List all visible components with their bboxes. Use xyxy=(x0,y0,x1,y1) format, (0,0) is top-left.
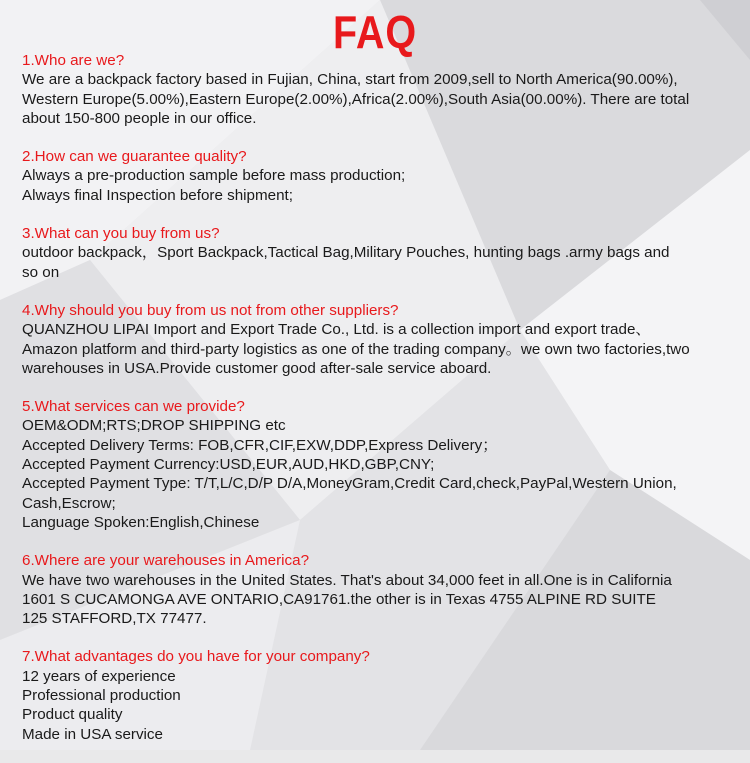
faq-answer-line: 1601 S CUCAMONGA AVE ONTARIO,CA91761.the other is in Texas 4755 ALPINE RD SUITE xyxy=(22,590,656,608)
faq-section-3 xyxy=(22,224,746,282)
faq-answer-line: Product quality xyxy=(22,706,123,724)
faq-answer-line: Western Europe(5.00%),Eastern Europe(2.00%),Africa(2.00%),South Asia(00.00%). There are total xyxy=(22,90,690,108)
faq-answer-line: outdoor backpack，Sport Backpack,Tactical Bag,Military Pouches, hunting bags .army bags and xyxy=(22,244,670,262)
faq-answer-line: Made in USA service xyxy=(22,725,163,743)
faq-question: 1.Who are we? xyxy=(22,52,125,69)
faq-answer-line: Always final Inspection before shipment; xyxy=(22,186,293,204)
faq-answer-line: OEM&ODM;RTS;DROP SHIPPING etc xyxy=(22,417,286,435)
faq-answer-line: We have two warehouses in the United States. That's about 34,000 feet in all.One is in California xyxy=(22,571,672,589)
faq-answer-line: so on xyxy=(22,263,60,281)
faq-section-4 xyxy=(22,301,746,378)
faq-answer-line: Accepted Delivery Terms: FOB,CFR,CIF,EXW,DDP,Express Delivery； xyxy=(22,436,498,454)
faq-section-7 xyxy=(22,647,746,743)
faq-answer-line: 12 years of experience xyxy=(22,667,176,685)
faq-answer-line: 125 STAFFORD,TX 77477. xyxy=(22,610,207,628)
faq-section-5 xyxy=(22,397,746,532)
faq-answer-line: Accepted Payment Type: T/T,L/C,D/P D/A,MoneyGram,Credit Card,check,PayPal,Western Union, xyxy=(22,475,677,493)
faq-answer-line: Cash,Escrow; xyxy=(22,494,116,512)
faq-list xyxy=(22,51,746,763)
faq-question: 3.What can you buy from us? xyxy=(22,225,220,243)
faq-answer-line: We are a backpack factory based in Fujian, China, start from 2009,sell to North America(90.00%), xyxy=(22,71,678,89)
faq-answer-line: warehouses in USA.Provide customer good after-sale service aboard. xyxy=(22,359,492,377)
faq-answer-line: Amazon platform and third-party logistics as one of the trading company。we own two factories,two xyxy=(22,340,690,358)
faq-question: 2.How can we guarantee quality? xyxy=(22,148,247,166)
faq-section-6 xyxy=(22,551,746,628)
faq-answer-line: Professional production xyxy=(22,687,181,705)
faq-question: 6.Where are your warehouses in America? xyxy=(22,552,310,570)
faq-question: 4.Why should you buy from us not from other suppliers? xyxy=(22,301,399,319)
faq-question: 7.What advantages do you have for your company? xyxy=(22,648,370,666)
faq-answer-line: QUANZHOU LIPAI Import and Export Trade Co., Ltd. is a collection import and export trade、 xyxy=(22,321,651,339)
faq-answer-line: Always a pre-production sample before mass production; xyxy=(22,167,406,185)
faq-section-1 xyxy=(22,51,746,128)
faq-section-2 xyxy=(22,147,746,205)
page-title: FAQ xyxy=(333,6,417,58)
faq-answer-line: about 150-800 people in our office. xyxy=(22,109,257,127)
faq-question: 5.What services can we provide? xyxy=(22,398,245,416)
faq-answer-line: Language Spoken:English,Chinese xyxy=(22,513,260,531)
faq-answer-line: Accepted Payment Currency:USD,EUR,AUD,HKD,GBP,CNY; xyxy=(22,456,435,474)
